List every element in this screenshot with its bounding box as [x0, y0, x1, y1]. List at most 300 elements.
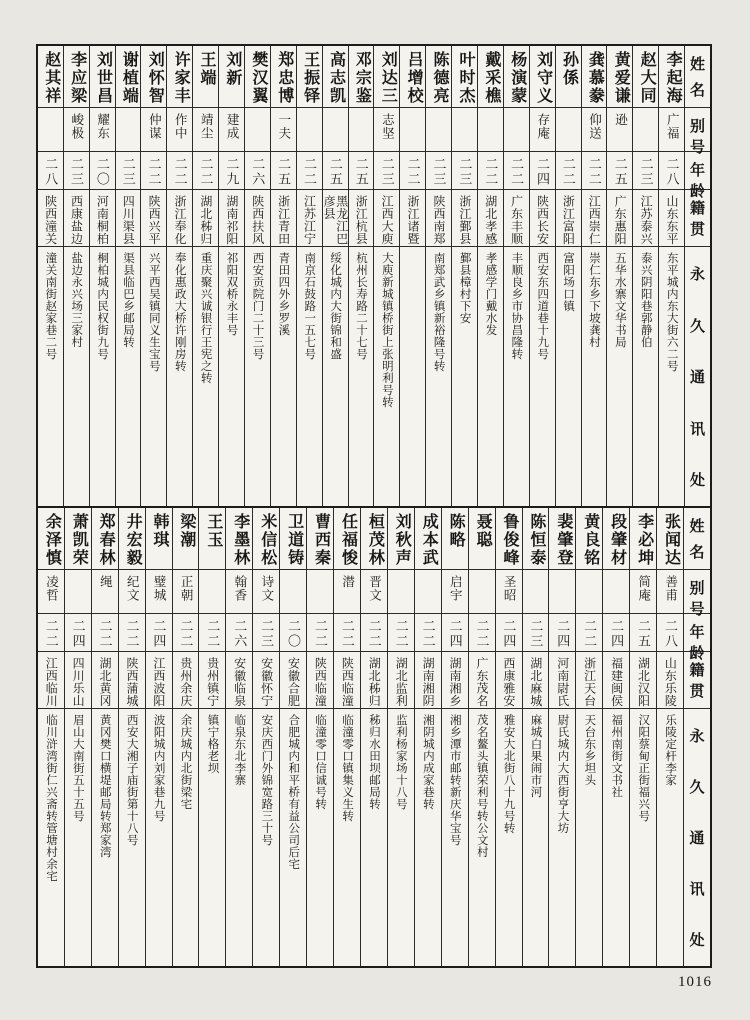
person-column — [441, 508, 468, 966]
address-cell — [603, 709, 629, 966]
address-cell — [630, 709, 656, 966]
directory-page-frame — [36, 44, 712, 968]
age-text: 二二 — [302, 157, 318, 187]
age-text: 二二 — [146, 157, 162, 187]
person-column — [629, 508, 656, 966]
address-cell — [478, 247, 503, 506]
person-column — [198, 508, 225, 966]
address-text: 绥化城内大街锦和盛 — [329, 252, 342, 360]
origin-cell — [659, 190, 684, 247]
name-cell — [388, 508, 414, 570]
alias-text: 一夫 — [276, 113, 291, 140]
name-cell — [219, 46, 244, 108]
origin-text: 四川乐山 — [71, 657, 86, 707]
origin-cell — [415, 652, 441, 709]
person-column — [348, 46, 374, 506]
age-cell — [349, 152, 374, 190]
age-text: 二四 — [609, 619, 625, 649]
address-text: 监利杨家场十八号 — [394, 714, 407, 810]
origin-text: 陕西临潼 — [313, 657, 328, 707]
origin-text: 江西临川 — [44, 657, 59, 707]
origin-text: 福建闽侯 — [609, 657, 624, 707]
person-column — [495, 508, 522, 966]
age-text: 二四 — [151, 619, 167, 649]
origin-text: 湖北秭归 — [198, 195, 213, 245]
directory-table-top — [38, 46, 710, 508]
header-alias — [685, 108, 710, 156]
age-cell — [603, 614, 629, 652]
alias-cell — [452, 108, 477, 152]
age-cell — [253, 614, 279, 652]
origin-text: 陕西长安 — [535, 195, 550, 245]
name-text: 郑春林 — [97, 513, 115, 567]
alias-cell — [323, 108, 348, 152]
person-column — [140, 46, 166, 506]
address-cell — [496, 709, 522, 966]
person-column — [244, 46, 270, 506]
header-column — [684, 46, 710, 506]
person-column — [252, 508, 279, 966]
address-cell — [452, 247, 477, 506]
age-cell — [297, 152, 322, 190]
age-text: 二六 — [232, 619, 248, 649]
origin-text: 湖北秭归 — [367, 657, 382, 707]
name-cell — [630, 508, 656, 570]
age-text: 二四 — [535, 157, 551, 187]
header-address — [685, 247, 710, 506]
alias-cell — [219, 108, 244, 152]
origin-cell — [442, 652, 468, 709]
age-cell — [659, 152, 684, 190]
name-text: 李必坤 — [635, 513, 653, 567]
name-cell — [323, 46, 348, 108]
age-cell — [65, 614, 91, 652]
person-column — [115, 46, 141, 506]
alias-text: 绳 — [98, 575, 113, 589]
name-text: 刘达三 — [379, 51, 397, 105]
name-text: 戴采樵 — [482, 51, 500, 105]
origin-text: 湖北监利 — [394, 657, 409, 707]
age-text: 二四 — [70, 619, 86, 649]
address-text: 福州南街文书社 — [610, 714, 623, 798]
name-text: 黄爱谦 — [612, 51, 630, 105]
address-text: 大庾新城镇桥街上张明利号转 — [380, 252, 393, 408]
alias-text: 简庵 — [636, 575, 651, 602]
person-column — [91, 508, 118, 966]
alias-text: 善甫 — [663, 575, 678, 602]
origin-cell — [245, 190, 270, 247]
person-column — [606, 46, 632, 506]
name-cell — [657, 508, 683, 570]
age-cell — [92, 614, 118, 652]
alias-cell — [415, 570, 441, 614]
age-text: 二二 — [509, 157, 525, 187]
alias-cell — [280, 570, 306, 614]
name-cell — [415, 508, 441, 570]
address-text: 崇仁东乡下坡龚村 — [588, 252, 601, 348]
name-text: 陈恒泰 — [527, 513, 545, 567]
name-text: 赵大同 — [638, 51, 656, 105]
alias-cell — [582, 108, 607, 152]
header-age — [685, 152, 710, 200]
address-cell — [374, 247, 399, 506]
alias-cell — [523, 570, 549, 614]
alias-text: 广福 — [665, 113, 680, 140]
name-cell — [307, 508, 333, 570]
name-text: 李起海 — [664, 51, 682, 105]
address-text: 潼关南街赵家巷二号 — [44, 252, 57, 360]
age-cell — [415, 614, 441, 652]
name-cell — [334, 508, 360, 570]
origin-text: 湖北孝感 — [483, 195, 498, 245]
name-text: 韩琪 — [151, 513, 168, 549]
origin-cell — [426, 190, 451, 247]
header-name — [684, 508, 710, 570]
address-cell — [199, 709, 225, 966]
origin-text: 湖北黄冈 — [98, 657, 113, 707]
age-text: 二二 — [582, 619, 598, 649]
alias-text: 纪文 — [125, 575, 140, 602]
name-cell — [633, 46, 658, 108]
name-text: 龚慕豢 — [586, 51, 604, 105]
person-column — [322, 46, 348, 506]
person-column — [529, 46, 555, 506]
alias-cell — [38, 570, 64, 614]
name-cell — [659, 46, 684, 108]
person-column — [555, 46, 581, 506]
address-cell — [334, 709, 360, 966]
origin-cell — [199, 652, 225, 709]
person-column — [360, 508, 387, 966]
age-text: 二二 — [312, 619, 328, 649]
name-cell — [92, 508, 118, 570]
origin-cell — [119, 652, 145, 709]
name-text: 刘怀智 — [146, 51, 164, 105]
origin-cell — [64, 190, 89, 247]
name-cell — [576, 508, 602, 570]
name-cell — [469, 508, 495, 570]
address-text: 天台东乡坦头 — [583, 714, 596, 786]
origin-cell — [361, 652, 387, 709]
age-text: 二三 — [638, 157, 654, 187]
address-cell — [219, 247, 244, 506]
name-cell — [374, 46, 399, 108]
age-cell — [469, 614, 495, 652]
address-cell — [657, 709, 683, 966]
name-text: 高志凯 — [327, 51, 345, 105]
person-column — [468, 508, 495, 966]
address-text: 汉阳蔡甸正街福兴号 — [637, 714, 650, 822]
person-column — [503, 46, 529, 506]
header-char: 贯 — [690, 222, 706, 238]
age-cell — [374, 152, 399, 190]
address-cell — [297, 247, 322, 506]
age-cell — [141, 152, 166, 190]
origin-text: 湖南湘乡 — [448, 657, 463, 707]
name-text: 梁潮 — [177, 513, 195, 549]
alias-cell — [576, 570, 602, 614]
age-cell — [630, 614, 656, 652]
origin-cell — [469, 652, 495, 709]
age-text: 二三 — [259, 619, 275, 649]
header-char: 名 — [689, 545, 705, 561]
origin-text: 广东惠阳 — [613, 195, 628, 245]
name-cell — [141, 46, 166, 108]
alias-cell — [297, 108, 322, 152]
header-alias — [684, 570, 710, 618]
alias-cell — [64, 108, 89, 152]
name-cell — [65, 508, 91, 570]
origin-cell — [334, 652, 360, 709]
age-text: 二二 — [393, 619, 409, 649]
origin-text: 山东乐陵 — [663, 657, 678, 707]
alias-cell — [38, 108, 63, 152]
person-column — [425, 46, 451, 506]
address-text: 泰兴阴阳巷郭静伯 — [639, 252, 652, 348]
person-column — [192, 46, 218, 506]
name-text: 井宏毅 — [124, 513, 142, 567]
alias-cell — [226, 570, 252, 614]
address-cell — [504, 247, 529, 506]
address-cell — [119, 709, 145, 966]
header-char: 通 — [690, 370, 706, 386]
address-cell — [582, 247, 607, 506]
address-cell — [307, 709, 333, 966]
address-text: 秭归水田坝邮局转 — [368, 714, 380, 810]
person-column — [38, 46, 63, 506]
alias-text: 耀东 — [95, 113, 110, 140]
age-cell — [146, 614, 172, 652]
alias-text: 启宇 — [448, 575, 463, 602]
header-char: 龄 — [689, 646, 705, 662]
age-text: 二二 — [366, 619, 382, 649]
age-cell — [633, 152, 658, 190]
header-origin — [685, 190, 710, 247]
age-cell — [388, 614, 414, 652]
alias-cell — [496, 570, 522, 614]
address-cell — [361, 709, 387, 966]
age-text: 二二 — [560, 157, 576, 187]
age-text: 二二 — [178, 619, 194, 649]
address-text: 黄冈樊口横堤邮局转郑家湾 — [98, 714, 111, 858]
age-text: 二二 — [43, 619, 59, 649]
origin-text: 浙江鄞县 — [457, 195, 472, 245]
header-char: 讯 — [690, 421, 706, 438]
name-cell — [38, 508, 64, 570]
alias-text: 志坚 — [380, 113, 395, 140]
origin-text: 浙江青田 — [276, 195, 291, 245]
alias-text: 诗文 — [259, 575, 274, 602]
age-cell — [116, 152, 141, 190]
address-text: 麻城白果闹市河 — [529, 714, 542, 798]
origin-cell — [452, 190, 477, 247]
age-cell — [576, 614, 602, 652]
alias-cell — [253, 570, 279, 614]
header-column — [683, 508, 710, 966]
origin-text: 贵州余庆 — [178, 657, 193, 707]
address-text: 孝感学门戴水发 — [484, 252, 497, 336]
address-text: 临川浒湾街仁兴斋转管塘村余宅 — [44, 714, 57, 882]
age-cell — [167, 152, 192, 190]
address-text: 镇宁格老坝 — [206, 714, 219, 774]
alias-text: 仰送 — [587, 113, 602, 140]
address-text: 五华水寨文华书局 — [613, 252, 626, 348]
name-cell — [226, 508, 252, 570]
age-cell — [549, 614, 575, 652]
name-cell — [297, 46, 322, 108]
age-text: 二五 — [636, 619, 652, 649]
alias-cell — [426, 108, 451, 152]
age-text: 二四 — [555, 619, 571, 649]
origin-cell — [253, 652, 279, 709]
name-text: 叶时杰 — [456, 51, 474, 105]
alias-cell — [141, 108, 166, 152]
address-text: 西安东四道巷十九号 — [536, 252, 549, 360]
alias-cell — [478, 108, 503, 152]
name-cell — [442, 508, 468, 570]
age-cell — [38, 152, 63, 190]
age-cell — [193, 152, 218, 190]
origin-cell — [193, 190, 218, 247]
age-cell — [657, 614, 683, 652]
address-text: 眉山大南街五十五号 — [71, 714, 84, 822]
alias-cell — [556, 108, 581, 152]
address-cell — [576, 709, 602, 966]
name-text: 赵其祥 — [42, 51, 60, 105]
age-text: 二二 — [198, 157, 214, 187]
origin-cell — [496, 652, 522, 709]
name-cell — [193, 46, 218, 108]
address-text: 盐边永兴场三家村 — [70, 252, 83, 348]
name-text: 王玉 — [204, 513, 222, 549]
alias-text: 圣昭 — [502, 575, 517, 602]
origin-cell — [38, 190, 63, 247]
address-cell — [607, 247, 632, 506]
origin-cell — [146, 652, 172, 709]
origin-cell — [349, 190, 374, 247]
name-text: 刘秋声 — [393, 513, 411, 567]
name-text: 张闻达 — [662, 513, 680, 567]
alias-cell — [549, 570, 575, 614]
name-text: 黄良铭 — [581, 513, 599, 567]
header-char: 讯 — [689, 882, 705, 898]
person-column — [387, 508, 414, 966]
alias-cell — [630, 570, 656, 614]
header-char: 名 — [690, 83, 706, 99]
origin-cell — [65, 652, 91, 709]
age-cell — [199, 614, 225, 652]
address-cell — [388, 709, 414, 966]
address-text: 尉氏城内大西街亨大坊 — [556, 714, 569, 834]
age-cell — [90, 152, 115, 190]
name-text: 王振铎 — [301, 51, 319, 105]
age-text: 二二 — [474, 619, 490, 649]
origin-text: 陕西扶风 — [250, 195, 265, 245]
origin-cell — [576, 652, 602, 709]
alias-text: 仲谋 — [147, 113, 162, 140]
origin-text: 湖北麻城 — [528, 657, 543, 707]
name-cell — [349, 46, 374, 108]
origin-cell — [603, 652, 629, 709]
address-cell — [442, 709, 468, 966]
age-text: 二五 — [327, 157, 343, 187]
origin-text: 陕西临潼 — [340, 657, 355, 707]
header-char: 籍 — [689, 663, 705, 679]
person-column — [218, 46, 244, 506]
name-text: 段肇材 — [608, 513, 626, 567]
name-cell — [549, 508, 575, 570]
age-text: 二五 — [353, 157, 369, 187]
name-cell — [523, 508, 549, 570]
origin-text: 安徽怀宁 — [259, 657, 274, 707]
name-cell — [504, 46, 529, 108]
address-cell — [116, 247, 141, 506]
origin-cell — [116, 190, 141, 247]
name-cell — [253, 508, 279, 570]
origin-cell — [173, 652, 199, 709]
alias-cell — [442, 570, 468, 614]
origin-text: 湖南祁阳 — [224, 195, 239, 245]
age-text: 二二 — [586, 157, 602, 187]
name-text: 王端 — [198, 51, 216, 87]
name-text: 刘守义 — [534, 51, 552, 105]
name-cell — [116, 46, 141, 108]
origin-text: 江西崇仁 — [587, 195, 602, 245]
age-text: 二二 — [483, 157, 499, 187]
origin-text: 陕西蒲城 — [124, 657, 139, 707]
age-cell — [323, 152, 348, 190]
alias-cell — [245, 108, 270, 152]
alias-text: 逊 — [613, 113, 628, 127]
person-column — [575, 508, 602, 966]
origin-text: 四川渠县 — [121, 195, 136, 245]
age-cell — [496, 614, 522, 652]
age-cell — [219, 152, 244, 190]
name-cell — [496, 508, 522, 570]
name-text: 米信松 — [258, 513, 276, 567]
origin-cell — [582, 190, 607, 247]
origin-cell — [549, 652, 575, 709]
directory-table-bottom — [38, 508, 710, 966]
header-char: 久 — [690, 318, 706, 335]
alias-text: 峻极 — [69, 113, 84, 140]
origin-text: 西康盐边 — [69, 195, 84, 245]
alias-cell — [307, 570, 333, 614]
age-text: 二八 — [43, 157, 59, 187]
age-text: 二五 — [276, 157, 292, 187]
alias-cell — [603, 570, 629, 614]
origin-cell — [219, 190, 244, 247]
name-cell — [280, 508, 306, 570]
address-text: 兴平西吴镇同义生宝号 — [147, 252, 160, 372]
alias-text: 建成 — [225, 113, 240, 140]
age-cell — [271, 152, 296, 190]
origin-text: 河南尉氏 — [555, 657, 570, 707]
page-number: 1016 — [678, 974, 712, 990]
origin-cell — [556, 190, 581, 247]
age-text: 二二 — [420, 619, 436, 649]
origin-text: 浙江富阳 — [561, 195, 576, 245]
name-text: 邓宗鉴 — [353, 51, 371, 105]
name-cell — [452, 46, 477, 108]
header-char: 永 — [689, 729, 705, 745]
origin-text: 湖南湘阴 — [421, 657, 436, 707]
address-text: 桐柏城内民权街九号 — [96, 252, 109, 360]
alias-text: 潜 — [340, 575, 355, 589]
alias-cell — [469, 570, 495, 614]
person-column — [656, 508, 683, 966]
age-cell — [523, 614, 549, 652]
